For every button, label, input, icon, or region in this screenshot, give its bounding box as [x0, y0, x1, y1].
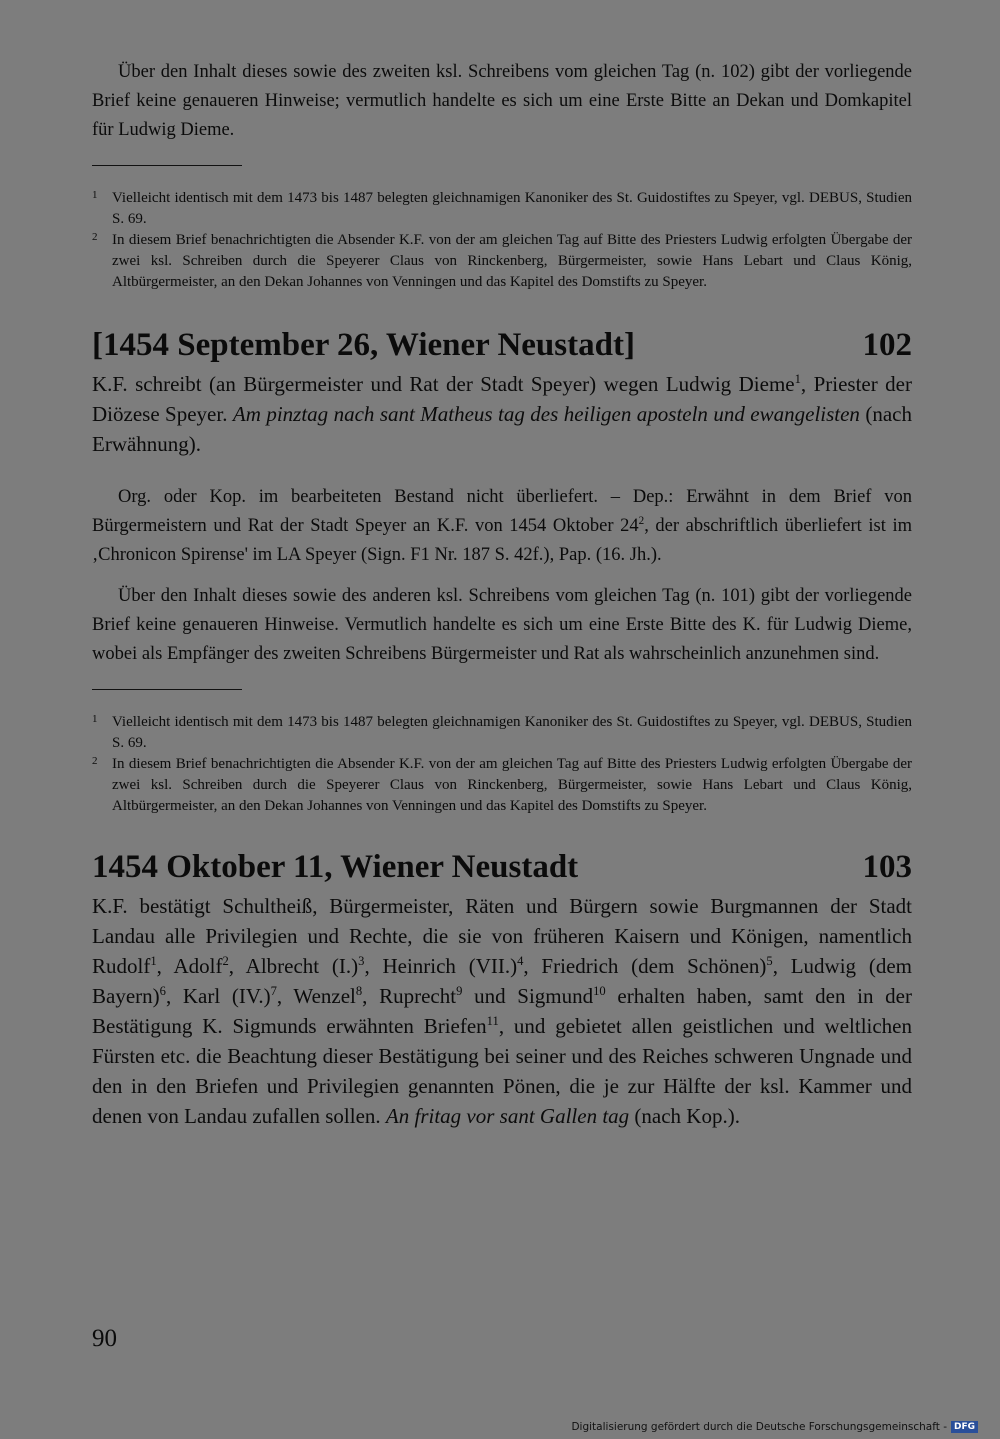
regest-text: , Ruprecht — [362, 984, 457, 1008]
regest-text: , Albrecht (I.) — [228, 954, 359, 978]
footnote-separator — [92, 165, 242, 166]
footnote-text: In diesem Brief benachrichtigten die Absender K.F. von der am gleichen Tag auf Bitte des Priesters Ludwig erfolgten Übergabe der zwei ksl. Schreiben durch die Speyerer Claus von Rinckenberg, Bürgermeister, sowie Hans Lebart und Claus König, Altbürgermeister, an den Dekan Johannes von Venningen und das Kapitel des Domstifts zu Speyer. — [112, 756, 912, 814]
entry-title: 1454 Oktober 11, Wiener Neustadt — [92, 849, 579, 885]
regest-text: , Wenzel — [276, 984, 356, 1008]
commentary-paragraph: Über den Inhalt dieses sowie des anderen ksl. Schreibens vom gleichen Tag (n. 101) gibt der vorliegende Brief keine genaueren Hinweise. Vermutlich handelte es sich um eine Erste Bitte des K. für Ludwig Dieme, wobei als Empfänger des zweiten Schreibens Bürgermeister und Rat als wahrscheinlich anzunehmen sind. — [92, 586, 912, 664]
commentary-paragraph — [92, 483, 912, 570]
footnote-ref: 5 — [766, 954, 773, 968]
regest-date-quote: Am pinztag nach sant Matheus tag des heiligen aposteln und ewangelisten — [232, 402, 860, 426]
footnote-ref: 9 — [456, 984, 463, 998]
entry-heading-102 — [92, 325, 912, 365]
regest-text: (nach Kop.). — [629, 1104, 740, 1128]
regest-date-quote: An fritag vor sant Gallen tag — [385, 1104, 630, 1128]
intro-paragraph: Über den Inhalt dieses sowie des zweiten ksl. Schreibens vom gleichen Tag (n. 102) gibt der vorliegende Brief keine genaueren Hinweise; vermutlich handelte es sich um eine Erste Bitte an Dekan und Domkapitel für Ludwig Dieme. — [92, 62, 912, 140]
footnote-text: In diesem Brief benachrichtigten die Absender K.F. von der am gleichen Tag auf Bitte des Priesters Ludwig erfolgten Übergabe der zwei ksl. Schreiben durch die Speyerer Claus von Rinckenberg, Bürgermeister, sowie Hans Lebart und Claus König, Altbürgermeister, an den Dekan Johannes von Venningen und das Kapitel des Domstifts zu Speyer. — [112, 232, 912, 290]
regest-102 — [92, 369, 912, 459]
regest-text: K.F. bestätigt Schultheiß, Bürgermeister, Räten und Bürgern sowie Burgmannen der Stadt Landau alle Privilegien und Rechte, die sie von früheren Kaisern und Königen, namentlich Rudolf — [92, 894, 912, 978]
entry-number: 102 — [862, 327, 912, 363]
footnote-ref: 1 — [150, 954, 157, 968]
footnote-ref: 2 — [638, 514, 645, 527]
footnote-ref: 4 — [517, 954, 524, 968]
commentary-text: , der abschriftlich überliefert ist im ‚Chronicon Spirense' im LA Speyer (Sign. F1 Nr. 187 S. 42f.), Pap. (16. Jh.). — [92, 516, 912, 565]
regest-text: , Adolf — [156, 954, 223, 978]
footnotes-top — [92, 188, 912, 293]
footnote-ref: 1 — [794, 372, 801, 386]
footnote-ref: 11 — [486, 1014, 499, 1028]
regest-text: , Friedrich (dem Schönen) — [523, 954, 767, 978]
regest-text: (nach Erwähnung). — [92, 402, 912, 456]
footnote — [92, 230, 912, 293]
footnote-separator — [92, 689, 242, 690]
regest-text: K.F. schreibt (an Bürgermeister und Rat der Stadt Speyer) wegen Ludwig Dieme — [92, 372, 795, 396]
footnote-ref: 10 — [593, 984, 606, 998]
entry-heading-103 — [92, 847, 912, 887]
regest-103 — [92, 891, 912, 1131]
footnote-number: 1 — [92, 189, 98, 201]
entry-number: 103 — [862, 849, 912, 885]
dfg-funding-notice — [571, 1421, 978, 1433]
regest-text: , Heinrich (VII.) — [364, 954, 518, 978]
footnote-ref: 3 — [358, 954, 365, 968]
dfg-logo: DFG — [951, 1421, 978, 1433]
footnote-ref: 7 — [270, 984, 277, 998]
footnote-ref: 2 — [222, 954, 229, 968]
regest-text: , Ludwig (dem Bayern) — [92, 954, 912, 1008]
regest-text: , Karl (IV.) — [165, 984, 271, 1008]
footnote-number: 1 — [92, 713, 98, 725]
footnote-number: 2 — [92, 231, 98, 243]
footnote-number: 2 — [92, 755, 98, 767]
regest-text: erhalten haben, samt den in der Bestätigung K. Sigmunds erwähnten Briefen — [92, 984, 912, 1038]
regest-text: , Priester der Diözese Speyer. — [92, 372, 912, 426]
footnote — [92, 754, 912, 817]
page-number: 90 — [92, 1325, 117, 1352]
entry-title: [1454 September 26, Wiener Neustadt] — [92, 327, 635, 363]
footnote-ref: 8 — [355, 984, 363, 998]
commentary-text: Org. oder Kop. im bearbeiteten Bestand nicht überliefert. – Dep.: Erwähnt in dem Brief von Bürgermeistern und Rat der Stadt Speyer an K.F. von 1454 Oktober 24 — [92, 487, 912, 536]
footnote-ref: 6 — [159, 984, 166, 998]
footnotes-102 — [92, 712, 912, 817]
dfg-notice-text: Digitalisierung gefördert durch die Deutsche Forschungsgemeinschaft - — [571, 1421, 947, 1433]
footnote-text: Vielleicht identisch mit dem 1473 bis 1487 belegten gleichnamigen Kanoniker des St. Guidostiftes zu Speyer, vgl. DEBUS, Studien S. 69. — [112, 190, 912, 227]
footnote — [92, 712, 912, 754]
footnote-text: Vielleicht identisch mit dem 1473 bis 1487 belegten gleichnamigen Kanoniker des St. Guidostiftes zu Speyer, vgl. DEBUS, Studien S. 69. — [112, 714, 912, 751]
regest-text: , und gebietet allen geistlichen und weltlichen Fürsten etc. die Beachtung dieser Bestätigung bei seiner und des Reiches schweren Ungnade und den in den Briefen und Privilegien genannten Pönen, die je zur Hälfte der ksl. Kammer und denen von Landau zufallen sollen. — [92, 1014, 912, 1128]
page-body — [92, 58, 912, 1131]
regest-text: und Sigmund — [462, 984, 594, 1008]
footnote — [92, 188, 912, 230]
